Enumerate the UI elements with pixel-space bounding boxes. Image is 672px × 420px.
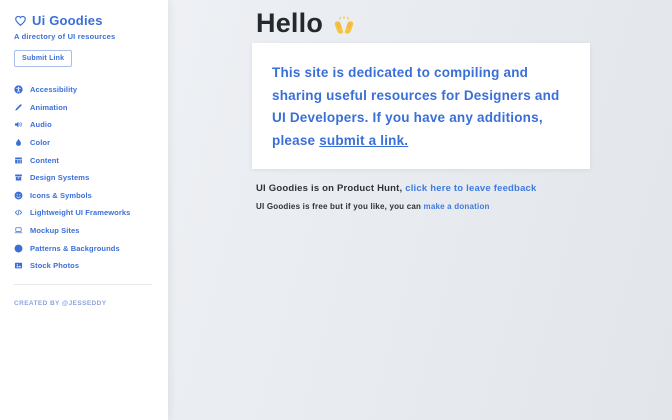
sidebar-item-label: Accessibility [30,85,78,95]
sidebar-item-label: Lightweight UI Frameworks [30,208,131,218]
page-title: Hello [256,8,324,38]
heart-icon [14,14,27,27]
sidebar-item-label: Mockup Sites [30,226,80,236]
sidebar-item-mockup-sites[interactable] [14,222,154,240]
submit-link-button[interactable]: Submit Link [14,50,72,67]
created-by-credit[interactable]: CREATED BY @JESSEDDY [14,299,107,307]
sidebar-item-label: Content [30,155,60,165]
archive-icon [14,173,23,182]
donation-text: UI Goodies is free but if you like, you can [256,202,424,211]
table-icon [14,156,23,165]
sidebar-item-label: Stock Photos [30,261,80,271]
sidebar-divider [14,284,152,285]
product-hunt-text: UI Goodies is on Product Hunt, [256,183,406,194]
sidebar-item-label: Color [30,138,51,148]
donation-line [256,202,490,211]
code-icon [14,208,23,217]
sidebar-item-accessibility[interactable] [14,81,154,99]
accessibility-icon [14,85,23,94]
product-hunt-line [256,183,537,194]
intro-card [252,43,590,169]
laptop-icon [14,226,23,235]
sidebar-item-color[interactable] [14,134,154,152]
sidebar-item-audio[interactable] [14,116,154,134]
sidebar-item-content[interactable] [14,151,154,169]
make-a-donation-link[interactable]: make a donation [423,202,490,211]
droplet-icon [14,138,23,147]
sidebar-item-patterns-backgrounds[interactable] [14,239,154,257]
smiley-icon [14,191,23,200]
submit-a-link-link[interactable]: submit a link. [319,132,409,148]
app-tagline: A directory of UI resources [14,32,116,41]
sidebar-item-design-systems[interactable] [14,169,154,187]
raising-hands-icon [331,14,357,36]
speaker-icon [14,120,23,129]
sidebar-item-label: Design Systems [30,173,90,183]
sidebar-item-stock-photos[interactable] [14,257,154,275]
intro-text-body: This site is dedicated to compiling and sharing useful resources for Designers and UI Developers. If you have any additions, please [272,65,560,148]
sidebar-item-icons-symbols[interactable] [14,187,154,205]
pencil-wand-icon [14,103,23,112]
main-content [168,0,672,420]
app-title: Ui Goodies [32,13,103,28]
leave-feedback-link[interactable]: click here to leave feedback [405,183,537,194]
photo-icon [14,261,23,270]
sidebar-item-label: Patterns & Backgrounds [30,243,120,253]
sidebar-nav [14,81,154,275]
sidebar-item-label: Animation [30,102,68,112]
circle-icon [14,244,23,253]
sidebar-item-label: Icons & Symbols [30,190,92,200]
intro-text [272,62,568,152]
sidebar-item-animation[interactable] [14,99,154,117]
sidebar-item-lightweight-ui-frameworks[interactable] [14,204,154,222]
logo[interactable] [14,13,154,28]
sidebar-item-label: Audio [30,120,52,130]
sidebar [0,0,168,420]
